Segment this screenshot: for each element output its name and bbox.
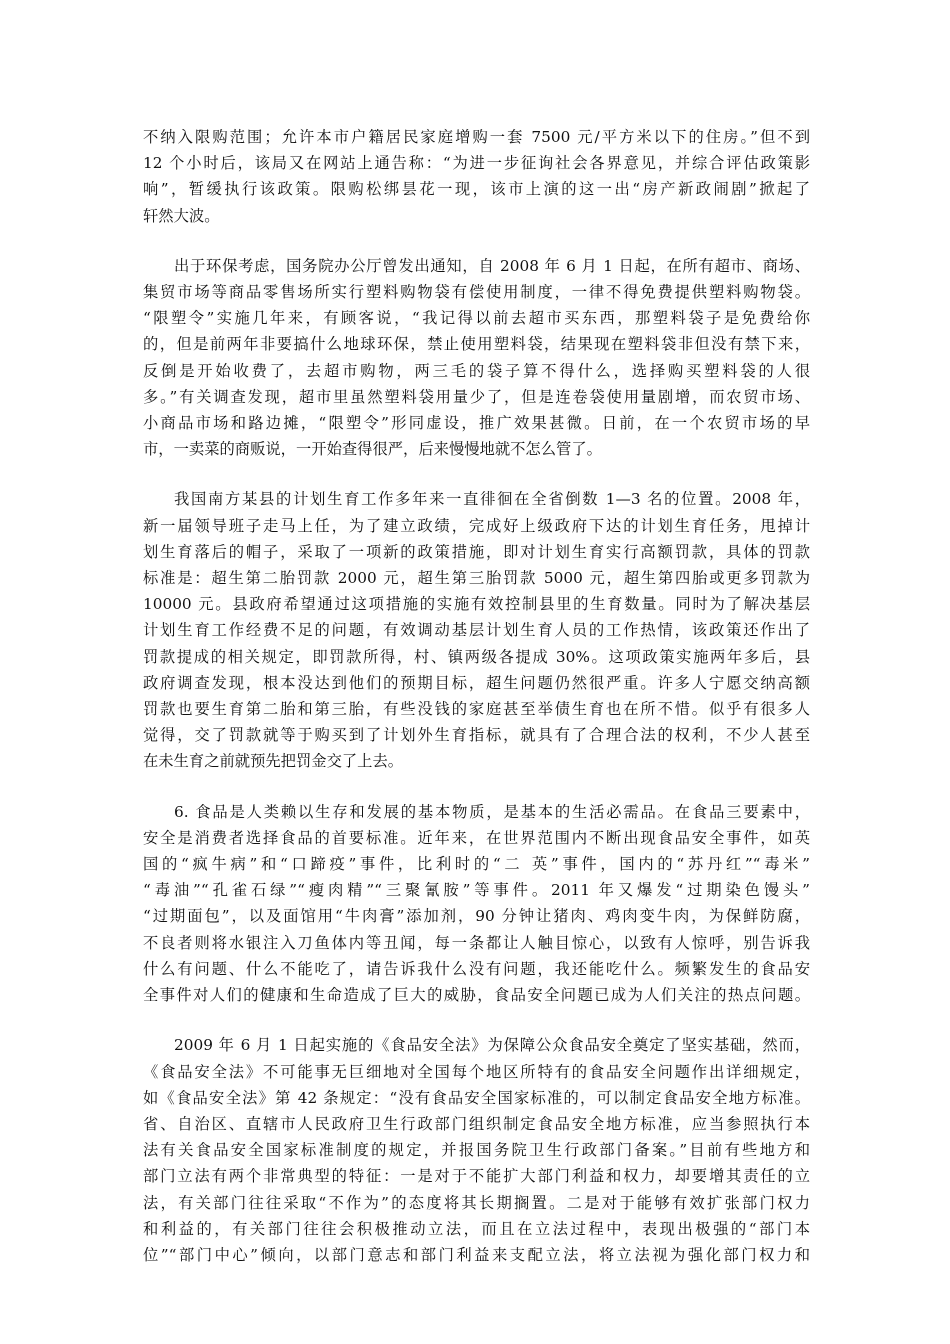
text-line: 轩然大波。: [143, 206, 220, 225]
paragraph-housing-policy: [143, 124, 810, 229]
text-line: 罚款提成的相关规定，即罚款所得，村、镇两级各提成 30%。这项政策实施两年多后，县: [143, 647, 810, 666]
text-line: 的，但是前两年非要搞什么地球环保，禁止使用塑料袋，结果现在塑料袋非但没有禁下来，: [143, 335, 810, 354]
text-line: 划生育落后的帽子，采取了一项新的政策措施，即对计划生育实行高额罚款，具体的罚款: [143, 542, 810, 561]
text-line: 反倒是开始收费了，去超市购物，两三毛的袋子算不得什么，选择购买塑料袋的人很: [143, 361, 810, 380]
text-line: 小商品市场和路边摊，“限塑令”形同虚设，推广效果甚微。日前，在一个农贸市场的早: [143, 414, 810, 433]
text-line: “限塑令”实施几年来，有顾客说，“我记得以前去超市买东西，那塑料袋子是免费给你: [143, 309, 810, 328]
text-line: 标准是：超生第二胎罚款 2000 元，超生第三胎罚款 5000 元，超生第四胎或更多罚款为: [143, 569, 810, 588]
text-line: 政府调查发现，根本没达到他们的预期目标，超生问题仍然很严重。许多人宁愿交纳高额: [143, 673, 810, 692]
text-line: 如《食品安全法》第 42 条规定：“没有食品安全国家标准的，可以制定食品安全地方标准。: [143, 1088, 810, 1107]
text-line: “毒油”“孔雀石绿”“瘦肉精”“三聚氰胺”等事件。2011 年又爆发“过期染色馒头”: [143, 881, 810, 900]
text-line: 什么有问题、什么不能吃了，请告诉我什么没有问题，我还能吃什么。频繁发生的食品安: [143, 959, 810, 978]
text-line: 和利益的，有关部门往往会积极推动立法，而且在立法过程中，表现出极强的“部门本: [143, 1219, 810, 1238]
paragraph-food-safety: [143, 799, 810, 1009]
text-line: 国的“疯牛病”和“口蹄疫”事件，比利时的“二 英”事件，国内的“苏丹红”“毒米”: [143, 855, 810, 874]
text-line: 安全是消费者选择食品的首要标准。近年来，在世界范围内不断出现食品安全事件，如英: [143, 828, 810, 847]
text-line: 2009 年 6 月 1 日起实施的《食品安全法》为保障公众食品安全奠定了坚实基础，然而，: [174, 1036, 810, 1055]
text-line: 不纳入限购范围；允许本市户籍居民家庭增购一套 7500 元/平方米以下的住房。”但不到: [143, 128, 810, 146]
paragraph-gap: [143, 462, 810, 486]
text-line: 6. 食品是人类赖以生存和发展的基本物质，是基本的生活必需品。在食品三要素中，: [174, 802, 810, 821]
text-line: 10000 元。县政府希望通过这项措施的实施有效控制县里的生育数量。同时为了解决基层: [143, 595, 810, 614]
paragraph-gap: [143, 775, 810, 799]
text-line: 市，一卖菜的商贩说，一开始查得很严，后来慢慢地就不怎么管了。: [143, 440, 602, 459]
text-line: 我国南方某县的计划生育工作多年来一直徘徊在全省倒数 1—3 名的位置。2008 年，: [174, 490, 810, 509]
text-line: 多。”有关调查发现，超市里虽然塑料袋用量少了，但是连卷袋使用量剧增，而农贸市场、: [143, 387, 810, 406]
paragraph-family-planning: [143, 486, 810, 774]
text-line: 法，有关部门往往采取“不作为”的态度将其长期搁置。二是对于能够有效扩张部门权力: [143, 1193, 810, 1212]
text-line: 觉得，交了罚款就等于购买到了计划外生育指标，就具有了合理合法的权利，不少人甚至: [143, 726, 810, 745]
text-line: 12 个小时后，该局又在网站上通告称：“为进一步征询社会各界意见，并综合评估政策影: [143, 154, 810, 173]
text-line: 全事件对人们的健康和生命造成了巨大的威胁，食品安全问题已成为人们关注的热点问题。: [143, 986, 810, 1005]
text-line: 在未生育之前就预先把罚金交了上去。: [143, 752, 404, 771]
text-line: 计划生育工作经费不足的问题，有效调动基层计划生育人员的工作热情，该政策还作出了: [143, 621, 810, 640]
text-line: “过期面包”，以及面馆用“牛肉膏”添加剂，90 分钟让猪肉、鸡肉变牛肉，为保鲜防腐，: [143, 907, 810, 926]
text-line: 位”“部门中心”倾向，以部门意志和部门利益来支配立法，将立法视为强化部门权力和: [143, 1245, 810, 1264]
paragraph-gap: [143, 1008, 810, 1032]
text-line: 《食品安全法》不可能事无巨细地对全国每个地区所特有的食品安全问题作出详细规定，: [143, 1062, 810, 1081]
text-line: 新一届领导班子走马上任，为了建立政绩，完成好上级政府下达的计划生育任务，甩掉计: [143, 516, 810, 535]
text-line: 出于环保考虑，国务院办公厅曾发出通知，自 2008 年 6 月 1 日起，在所有超市、商场、: [174, 256, 810, 275]
paragraph-plastic-ban: [143, 253, 810, 463]
text-line: 法有关食品安全国家标准制度的规定，并报国务院卫生行政部门备案。”目前有些地方和: [143, 1141, 810, 1160]
text-line: 集贸市场等商品零售场所实行塑料购物袋有偿使用制度，一律不得免费提供塑料购物袋。: [143, 283, 810, 302]
text-line: 不良者则将水银注入刀鱼体内等丑闻，每一条都让人触目惊心，以致有人惊呼，别告诉我: [143, 933, 810, 952]
text-line: 部门立法有两个非常典型的特征：一是对于不能扩大部门利益和权力，却要增其责任的立: [143, 1167, 810, 1186]
document-page: [143, 124, 810, 1268]
text-line: 响”，暂缓执行该政策。限购松绑昙花一现，该市上演的这一出“房产新政闹剧”掀起了: [143, 180, 810, 199]
paragraph-gap: [143, 229, 810, 253]
text-line: 省、自治区、直辖市人民政府卫生行政部门组织制定食品安全地方标准，应当参照执行本: [143, 1114, 810, 1133]
text-line: 罚款也要生育第二胎和第三胎，有些没钱的家庭甚至举债生育也在所不惜。似乎有很多人: [143, 700, 810, 719]
paragraph-food-safety-law: [143, 1032, 810, 1268]
